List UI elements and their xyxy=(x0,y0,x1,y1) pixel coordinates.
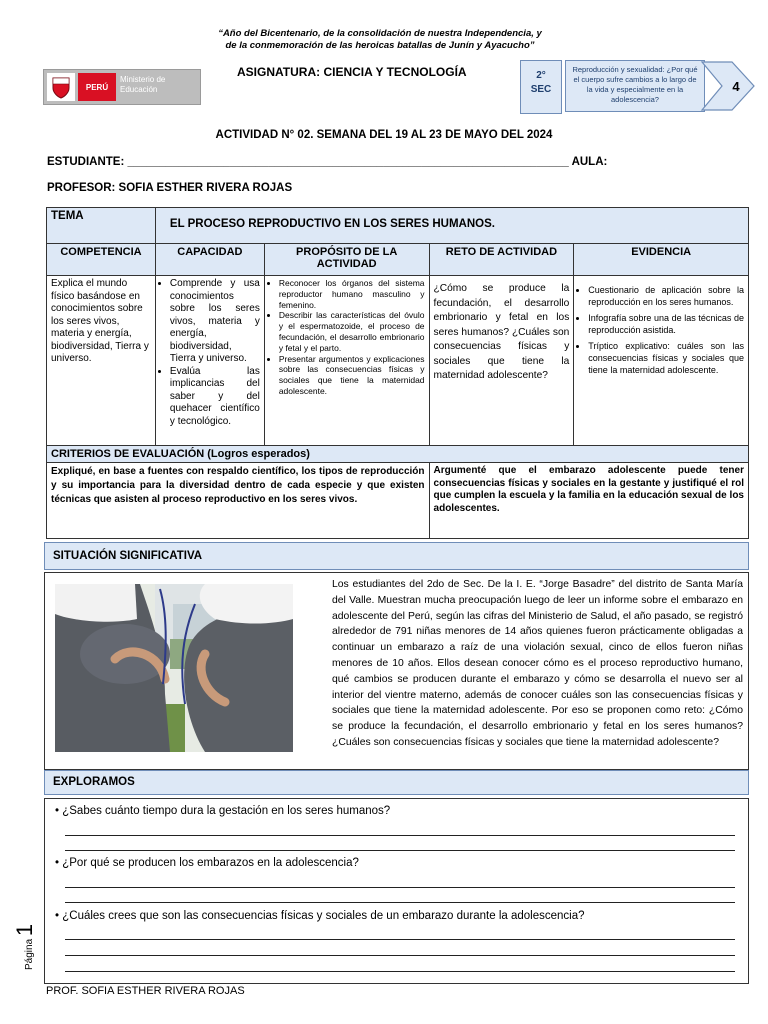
evidencia-cell xyxy=(574,276,749,446)
proposito-cell xyxy=(264,276,429,446)
activity-title: ACTIVIDAD N° 02. SEMANA DEL 19 AL 23 DE MAYO DEL 2024 xyxy=(215,129,553,141)
reto-cell: ¿Cómo se produce la fecundación, el desarrollo embrionario y fetal en los seres humanos? ¿Cuáles son consecuencias físicas y sociales que tiene la maternidad adolescente? xyxy=(429,276,574,446)
logo-ministry: Ministerio de Educación xyxy=(120,75,166,94)
tema-value: EL PROCESO REPRODUCTIVO EN LOS SERES HUMANOS. xyxy=(155,208,748,244)
question-3: • ¿Cuáles crees que son las consecuencias físicas y sociales de un embarazo durante la adolescencia? xyxy=(55,910,585,922)
grade-number: 2° xyxy=(536,70,546,81)
criterio-1: Expliqué, en base a fuentes con respaldo científico, los tipos de reproducción y su importancia para la diversidad dentro de cada especie y que existen técnicas que asisten al proceso reproductivo en los seres vivos. xyxy=(47,463,430,539)
answer-line[interactable] xyxy=(65,850,735,851)
situacion-text: Los estudiantes del 2do de Sec. De la I. E. “Jorge Basadre” del distrito de Santa María del Valle. Muestran mucha preocupación luego de leer un informe sobre el embarazo en adolescente del Perú, según las cifras del Ministerio de Salud, el año pasado, se registró alrededor de 791 niñas menores de 14 años quienes fueron prácticamente obligadas a continuar un embarazo a raíz de una violación sexual, cinco de ellos fueron niñas menores de 10 años. Ellos desean conocer cómo es el proceso reproductivo humano, qué cambios se producen durante el embarazo y cómo se desarrolla el nuevo ser al interior del vientre materno, además de conocer cuáles son las consecuencias físicas y sociales que tiene la maternidad adolescente. Por eso se proponen como reto: ¿Cómo se produce la fecundación, el desarrollo embrionario y fetal en los seres humanos? ¿Cuáles son consecuencias físicas y sociales que tiene la maternidad adolescente? xyxy=(332,579,743,748)
situacion-box xyxy=(44,572,749,770)
motto-line-2: de la conmemoración de las heroicas batallas de Junín y Ayacucho” xyxy=(225,40,535,51)
footer-teacher: PROF. SOFIA ESTHER RIVERA ROJAS xyxy=(46,985,245,997)
header-capacidad: CAPACIDAD xyxy=(155,244,264,276)
evidencia-item: • Infografía sobre una de las técnicas de reproducción asistida. xyxy=(588,312,744,336)
criterio-2: Argumenté que el embarazo adolescente puede tener consecuencias físicas y sociales en la gestante y justifiqué el rol que cumplen la escuela y la familia en la educación sexual de los adolescentes. xyxy=(429,463,748,539)
criterios-label: CRITERIOS DE EVALUACIÓN (Logros esperados) xyxy=(47,446,749,463)
question-2: • ¿Por qué se producen los embarazos en la adolescencia? xyxy=(55,857,359,869)
activity-table xyxy=(46,207,749,539)
student-field[interactable]: ESTUDIANTE: _____________________________________________________________________ AULA: xyxy=(47,156,608,168)
unit-topic: Reproducción y sexualidad: ¿Por qué el cuerpo sufre cambios a lo largo de la vida y especialmente en la adolescencia? xyxy=(565,60,705,112)
evidencia-item: • Cuestionario de aplicación sobre la reproducción en los seres humanos. xyxy=(588,284,744,308)
exploramos-header: EXPLORAMOS xyxy=(44,770,749,795)
unit-number: 4 xyxy=(732,79,740,94)
ministry-logo xyxy=(43,69,201,105)
logo-country: PERÚ xyxy=(78,73,116,101)
page-digit: 1 xyxy=(12,923,37,937)
national-motto xyxy=(160,28,600,52)
grade-level: SEC xyxy=(530,84,552,95)
page-number xyxy=(12,924,38,970)
header-proposito: PROPÓSITO DE LA ACTIVIDAD xyxy=(264,244,429,276)
teacher-name: PROFESOR: SOFIA ESTHER RIVERA ROJAS xyxy=(47,182,293,194)
competencia-cell: Explica el mundo físico basándose en conocimientos sobre los seres vivos, materia y energía, biodiversidad, Tierra y universo. xyxy=(47,276,156,446)
proposito-item: • Describir las características del óvulo y el espermatozoide, el proceso de fecundación, el desarrollo embrionario y fetal y el parto. xyxy=(279,310,425,353)
header-reto: RETO DE ACTIVIDAD xyxy=(429,244,574,276)
answer-line[interactable] xyxy=(65,835,735,836)
question-1: • ¿Sabes cuánto tiempo dura la gestación en los seres humanos? xyxy=(55,805,391,817)
proposito-item: • Presentar argumentos y explicaciones sobre las consecuencias físicas y sociales que tiene la maternidad adolescente. xyxy=(279,354,425,397)
page-label: Página xyxy=(24,938,35,970)
answer-line[interactable] xyxy=(65,887,735,888)
header-evidencia: EVIDENCIA xyxy=(574,244,749,276)
answer-line[interactable] xyxy=(65,955,735,956)
exploramos-box xyxy=(44,798,749,984)
evidencia-item: • Tríptico explicativo: cuáles son las consecuencias físicas y sociales que tiene la maternidad adolescente. xyxy=(588,340,744,376)
coat-of-arms-icon xyxy=(47,73,75,101)
answer-line[interactable] xyxy=(65,939,735,940)
answer-line[interactable] xyxy=(65,971,735,972)
grade-box xyxy=(520,60,562,114)
pregnant-students-photo xyxy=(55,584,293,752)
situacion-header: SITUACIÓN SIGNIFICATIVA xyxy=(44,542,749,570)
unit-chevron xyxy=(700,58,756,114)
motto-line-1: “Año del Bicentenario, de la consolidación de nuestra Independencia, y xyxy=(218,28,542,39)
header-competencia: COMPETENCIA xyxy=(47,244,156,276)
answer-line[interactable] xyxy=(65,902,735,903)
capacidad-cell xyxy=(155,276,264,446)
tema-label: TEMA xyxy=(47,208,156,244)
capacidad-item: • Evalúa las implicancias del saber y del quehacer científico y tecnológico. xyxy=(170,366,260,429)
capacidad-item: • Comprende y usa conocimientos sobre los seres vivos, materia y energía, biodiversidad, Tierra y universo. xyxy=(170,278,260,366)
subject-title: ASIGNATURA: CIENCIA Y TECNOLOGÍA xyxy=(237,65,467,79)
proposito-item: • Reconocer los órganos del sistema reproductor humano masculino y femenino. xyxy=(279,278,425,310)
